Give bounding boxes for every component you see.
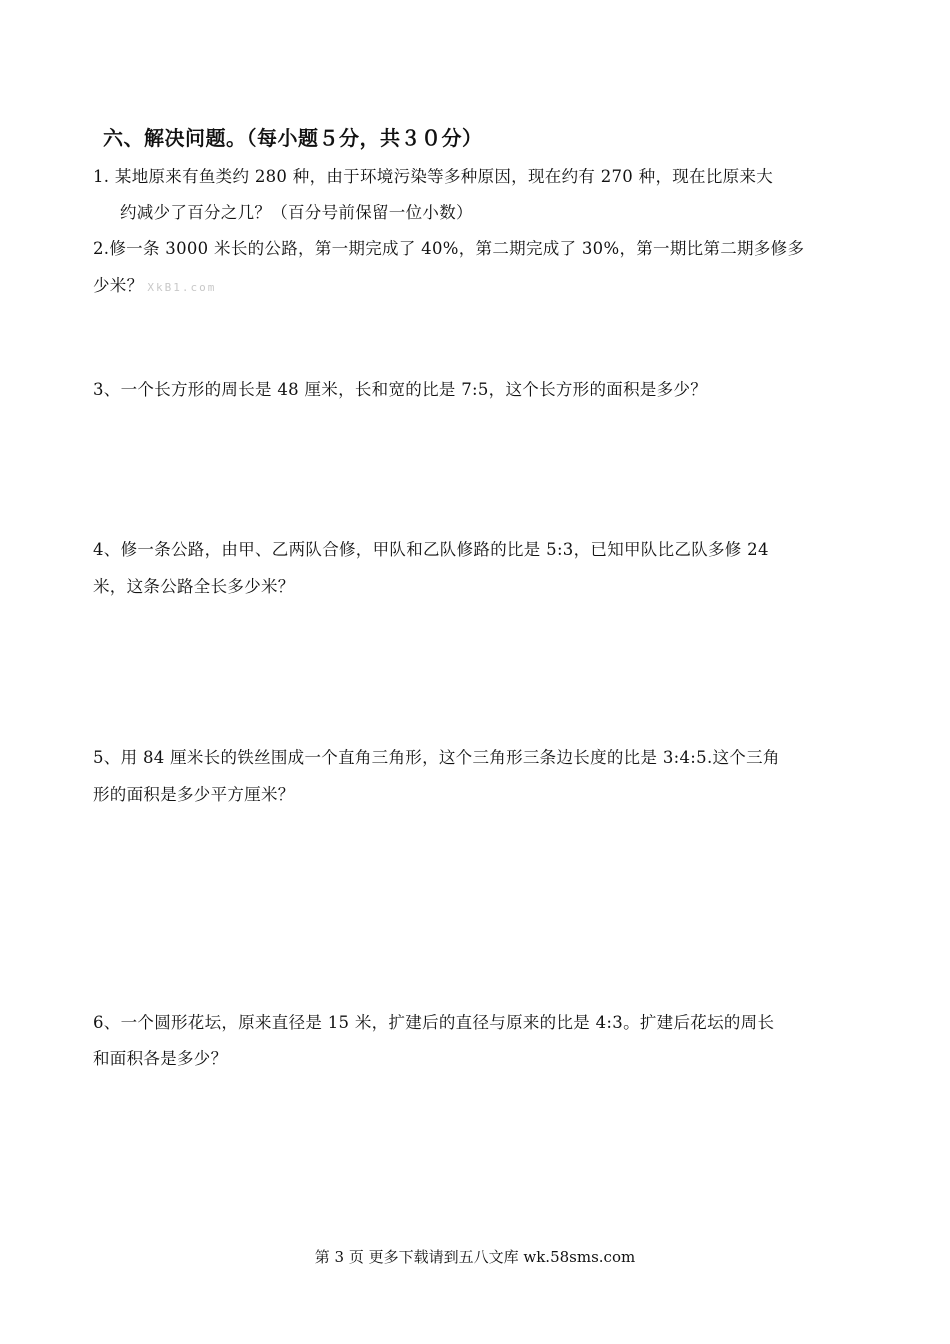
question-4-line-1: 4、修一条公路，由甲、乙两队合修，甲队和乙队修路的比是 5:3，已知甲队比乙队多修 24 bbox=[93, 540, 769, 559]
question-2-line-1: 2.修一条 3000 米长的公路，第一期完成了 40%，第二期完成了 30%，第一期比第二期多修多 bbox=[93, 239, 805, 258]
page-footer: 第 3 页 更多下载请到五八文库 wk.58sms.com bbox=[314, 1248, 636, 1266]
watermark-text: XkB1.com bbox=[147, 281, 217, 294]
question-5-line-2: 形的面积是多少平方厘米？ bbox=[93, 785, 295, 804]
question-1-line-2: 约减少了百分之几？（百分号前保留一位小数） bbox=[120, 203, 473, 222]
question-1-line-1: 1. 某地原来有鱼类约 280 种，由于环境污染等多种原因，现在约有 270 种，现在比原来大 bbox=[93, 167, 774, 186]
question-5-line-1: 5、用 84 厘米长的铁丝围成一个直角三角形，这个三角形三条边长度的比是 3:4:5.这个三角 bbox=[93, 748, 780, 767]
question-2-line-2-wrap bbox=[93, 272, 216, 296]
question-6-line-2: 和面积各是多少？ bbox=[93, 1049, 228, 1068]
question-6-line-1: 6、一个圆形花坛，原来直径是 15 米，扩建后的直径与原来的比是 4:3。扩建后花坛的周长 bbox=[93, 1013, 775, 1032]
question-3-line-1: 3、一个长方形的周长是 48 厘米，长和宽的比是 7:5，这个长方形的面积是多少？ bbox=[93, 380, 708, 399]
question-4-line-2: 米，这条公路全长多少米？ bbox=[93, 577, 295, 596]
section-title: 六、解决问题。（每小题５分，共３０分） bbox=[103, 126, 483, 150]
question-2-line-2: 少米？ bbox=[93, 276, 144, 295]
